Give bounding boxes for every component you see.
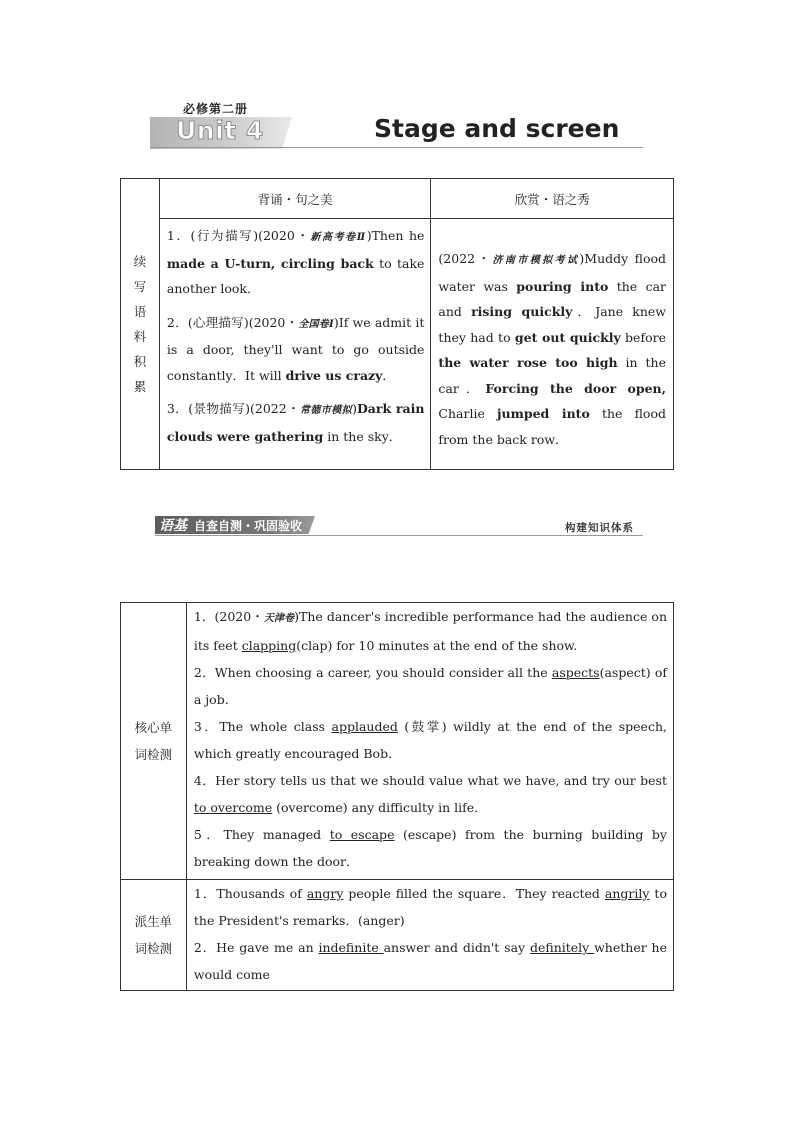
recite-sentence-1 bbox=[167, 223, 425, 302]
source-tag: 常德市模拟 bbox=[300, 405, 353, 416]
passage-text: (2022・ bbox=[438, 251, 493, 266]
core-question-1 bbox=[194, 603, 667, 659]
answer: to escape bbox=[329, 827, 395, 842]
writing-material-table bbox=[120, 178, 674, 470]
key-phrase: Forcing the door open, bbox=[485, 380, 666, 396]
derived-words-label bbox=[121, 880, 187, 991]
unit-label: Unit 4 bbox=[176, 116, 264, 145]
section-icon-label: 语基 bbox=[159, 518, 187, 534]
derived-question-1 bbox=[194, 880, 667, 934]
answer: angrily bbox=[604, 886, 650, 901]
sentence-text: )Then he bbox=[366, 228, 425, 243]
source-tag: 济南市模拟考试 bbox=[492, 255, 580, 266]
recite-sentence-3 bbox=[167, 396, 425, 449]
page-title: Stage and screen bbox=[374, 114, 620, 143]
question-text: 5．They managed bbox=[193, 827, 330, 842]
sentence-prefix: 3．(景物描写)(2022・ bbox=[166, 401, 301, 416]
appreciate-cell bbox=[431, 219, 674, 470]
source-tag: 全国卷Ⅰ bbox=[298, 318, 334, 330]
answer: indefinite bbox=[318, 940, 384, 955]
question-text: people filled the square．They reacted bbox=[343, 886, 605, 901]
sentence-text: )If we admit it is a door, they'll want to go outside constantly．It will bbox=[166, 314, 425, 383]
passage-text: ．Jane knew they had to bbox=[438, 304, 666, 345]
question-text: (overcome) any difficulty in life． bbox=[272, 800, 487, 815]
question-text: 2．When choosing a career, you should consider all the bbox=[193, 665, 552, 680]
question-text: 4．Her story tells us that we should value what we have, and try our best bbox=[193, 773, 667, 788]
core-words-cell bbox=[186, 603, 673, 880]
key-phrase: the water rose too high bbox=[438, 355, 618, 370]
question-text: (escape) from the burning building by breaking down the door． bbox=[193, 827, 667, 869]
sentence-text: ) bbox=[352, 401, 357, 416]
side-label-char: 料 bbox=[133, 329, 147, 344]
passage-text: in the car． bbox=[438, 355, 667, 396]
question-text: 3．The whole class bbox=[193, 719, 332, 734]
sentence-text: in the sky． bbox=[323, 428, 402, 444]
key-phrase: jumped into bbox=[497, 406, 590, 421]
side-label-char: 积 bbox=[133, 354, 147, 369]
core-question-5 bbox=[194, 821, 667, 875]
passage-text: Charlie bbox=[438, 406, 498, 421]
side-label-char: 续 bbox=[133, 254, 147, 269]
core-question-3 bbox=[194, 713, 667, 767]
column-header-appreciate: 欣赏・语之秀 bbox=[431, 179, 674, 219]
section-divider bbox=[155, 535, 643, 536]
key-phrase: get out quickly bbox=[514, 329, 621, 345]
key-phrase: drive us crazy bbox=[285, 367, 383, 383]
title-divider bbox=[150, 147, 643, 148]
derived-question-2 bbox=[194, 934, 667, 988]
section-label: 自查自测・巩固验收 bbox=[194, 519, 303, 533]
book-label: 必修第二册 bbox=[183, 102, 249, 116]
key-phrase: rising quickly bbox=[471, 304, 573, 319]
question-text: (aspect) of a job． bbox=[193, 665, 668, 707]
question-text: 1．Thousands of bbox=[193, 886, 307, 901]
derived-words-cell bbox=[186, 880, 673, 991]
row-label-line: 词检测 bbox=[134, 941, 173, 956]
source-tag: 天津卷 bbox=[263, 613, 295, 624]
side-label bbox=[121, 179, 160, 470]
source-tag: 新高考卷Ⅱ bbox=[310, 232, 367, 243]
vocabulary-check-table bbox=[120, 602, 674, 991]
answer: to overcome bbox=[193, 800, 273, 815]
column-header-recite: 背诵・句之美 bbox=[159, 179, 431, 219]
core-question-2 bbox=[194, 659, 667, 713]
answer: angry bbox=[306, 886, 344, 901]
answer: applauded bbox=[331, 719, 398, 734]
passage-text: )Muddy flood water was bbox=[438, 251, 666, 294]
question-text: (鼓掌) wildly at the end of the speech, which greatly encouraged Bob． bbox=[193, 719, 667, 761]
sentence-text: ． bbox=[382, 367, 395, 383]
side-label-char: 语 bbox=[133, 304, 147, 319]
answer: definitely bbox=[529, 940, 595, 955]
question-text: (clap) for 10 minutes at the end of the show. bbox=[296, 638, 578, 653]
question-text: answer and didn't say bbox=[383, 940, 530, 955]
passage-text: the car and bbox=[438, 278, 666, 319]
recite-cell bbox=[159, 219, 431, 470]
key-phrase: pouring into bbox=[516, 278, 609, 294]
recite-sentence-2 bbox=[167, 310, 425, 389]
question-text: to the President's remarks．(anger) bbox=[193, 886, 667, 928]
question-text: )The dancer's incredible performance had the audience on its feet bbox=[193, 609, 667, 653]
section-subtitle: 构建知识体系 bbox=[565, 522, 634, 534]
row-label-line: 词检测 bbox=[134, 747, 173, 762]
question-text: 2．He gave me an bbox=[193, 940, 319, 955]
key-phrase: made a U-turn, circling back bbox=[166, 255, 374, 271]
key-phrase: Dark rain clouds were gathering bbox=[166, 401, 425, 444]
side-label-char: 写 bbox=[133, 279, 147, 294]
answer: aspects bbox=[551, 665, 600, 680]
row-label-line: 核心单 bbox=[134, 720, 173, 735]
sentence-text: to take another look． bbox=[166, 255, 425, 296]
passage-text: before bbox=[620, 329, 666, 345]
row-label-line: 派生单 bbox=[134, 914, 173, 929]
sentence-prefix: 1．(行为描写)(2020・ bbox=[166, 228, 311, 243]
appreciate-passage bbox=[438, 246, 666, 452]
side-label-char: 累 bbox=[133, 379, 147, 394]
sentence-prefix: 2．(心理描写)(2020・ bbox=[166, 314, 299, 330]
passage-text: the flood from the back row． bbox=[438, 406, 666, 447]
question-text: whether he would come bbox=[193, 940, 667, 982]
question-text: 1．(2020・ bbox=[193, 609, 264, 624]
core-question-4 bbox=[194, 767, 667, 821]
core-words-label bbox=[121, 603, 187, 880]
answer: clapping bbox=[241, 638, 297, 653]
